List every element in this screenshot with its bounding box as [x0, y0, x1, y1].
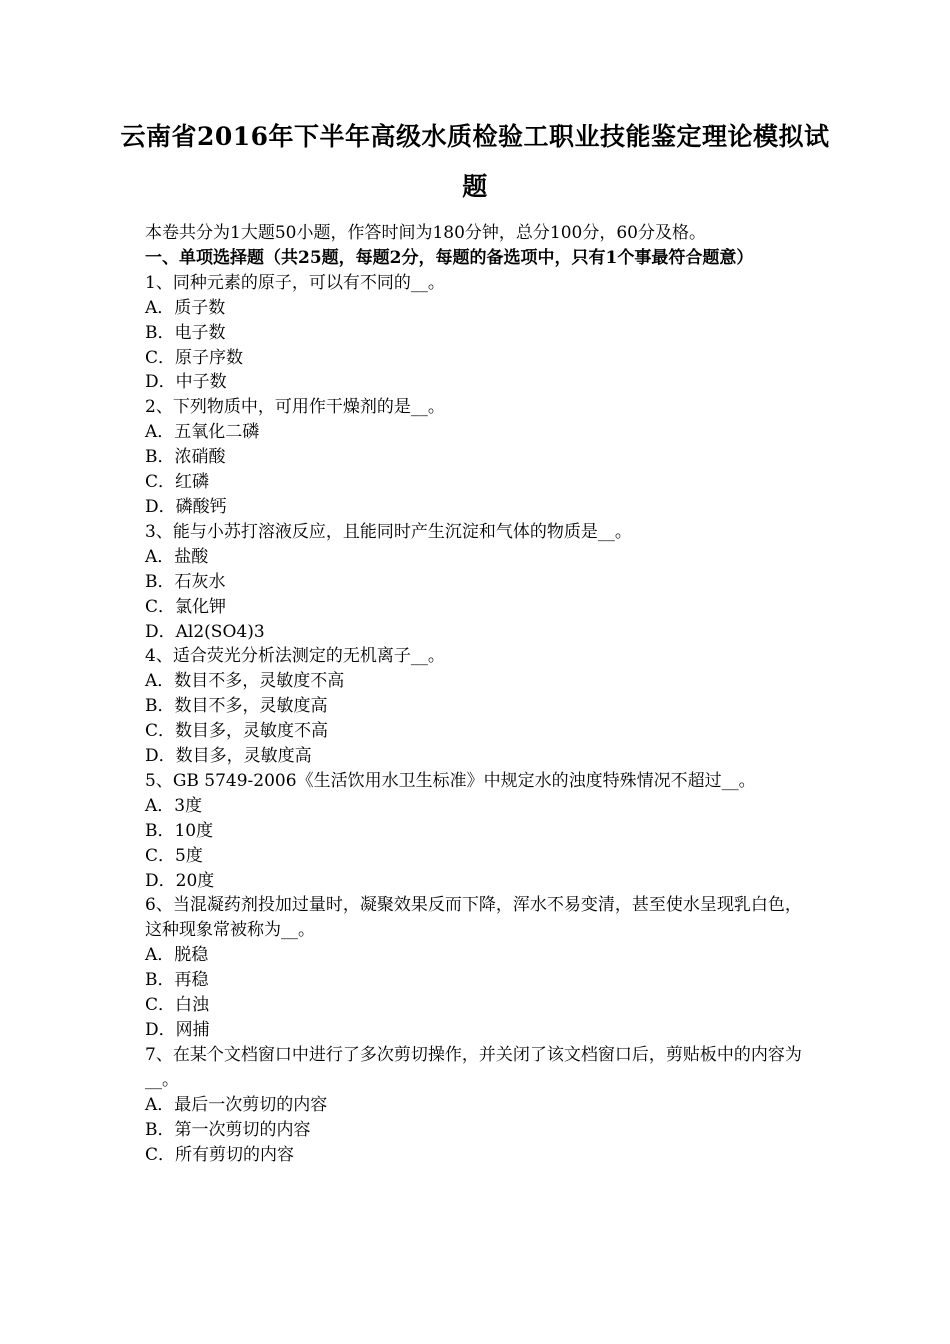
option-c: C．氯化钾 — [145, 596, 227, 617]
option-a: A．数目不多，灵敏度不高 — [145, 671, 345, 692]
question-4 — [145, 644, 810, 769]
option-d: D．中子数 — [145, 372, 227, 393]
question-stem: 3、能与小苏打溶液反应，且能同时产生沉淀和气体的物质是__。 — [145, 521, 632, 542]
option-c: C．数目多，灵敏度不高 — [145, 721, 329, 742]
option-b: B．第一次剪切的内容 — [145, 1119, 311, 1140]
option-c: C．白浊 — [145, 995, 210, 1016]
section-heading: 一、单项选择题（共25题，每题2分，每题的备选项中，只有1个事最符合题意） — [145, 247, 754, 268]
option-c: C．原子序数 — [145, 347, 244, 368]
question-3 — [145, 520, 810, 645]
option-d: D．数目多，灵敏度高 — [145, 746, 312, 767]
option-a: A．五氧化二磷 — [145, 422, 260, 443]
option-a: A．脱稳 — [145, 945, 209, 966]
option-b: B．数目不多，灵敏度高 — [145, 696, 328, 717]
option-a: A．3度 — [145, 795, 203, 816]
question-1 — [145, 271, 810, 396]
option-c: C．所有剪切的内容 — [145, 1144, 295, 1165]
option-c: C．5度 — [145, 845, 203, 866]
option-a: A．质子数 — [145, 297, 226, 318]
document-title: 云南省2016年下半年高级水质检验工职业技能鉴定理论模拟试题 — [120, 122, 830, 201]
option-b: B．电子数 — [145, 322, 226, 343]
exam-intro: 本卷共分为1大题50小题，作答时间为180分钟，总分100分，60分及格。 — [145, 223, 706, 243]
question-stem: 2、下列物质中，可用作干燥剂的是__。 — [145, 397, 445, 418]
option-d: D．Al2(SO4)3 — [145, 621, 265, 642]
question-stem: 4、适合荧光分析法测定的无机离子__。 — [145, 646, 445, 667]
option-b: B．再稳 — [145, 970, 209, 991]
option-c: C．红磷 — [145, 472, 210, 493]
option-d: D．磷酸钙 — [145, 496, 227, 517]
option-a: A．最后一次剪切的内容 — [145, 1094, 328, 1115]
question-2 — [145, 395, 810, 520]
option-b: B．浓硝酸 — [145, 447, 226, 468]
question-5 — [145, 769, 810, 894]
option-d: D．20度 — [145, 870, 215, 891]
question-6 — [145, 893, 810, 1042]
question-7 — [145, 1043, 810, 1168]
option-d: D．网捕 — [145, 1020, 210, 1040]
question-stem: 5、GB 5749-2006《生活饮用水卫生标准》中规定水的浊度特殊情况不超过__。 — [145, 770, 756, 791]
option-b: B．10度 — [145, 820, 214, 841]
option-a: A．盐酸 — [145, 546, 209, 567]
option-b: B．石灰水 — [145, 571, 226, 592]
question-stem: 1、同种元素的原子，可以有不同的__。 — [145, 272, 445, 293]
question-stem: 6、当混凝药剂投加过量时，凝聚效果反而下降，浑水不易变清，甚至使水呈现乳白色，这种现象常被称为__。 — [145, 895, 802, 941]
document-body — [145, 221, 810, 1167]
question-stem: 7、在某个文档窗口中进行了多次剪切操作，并关闭了该文档窗口后，剪贴板中的内容为__。 — [145, 1044, 802, 1090]
